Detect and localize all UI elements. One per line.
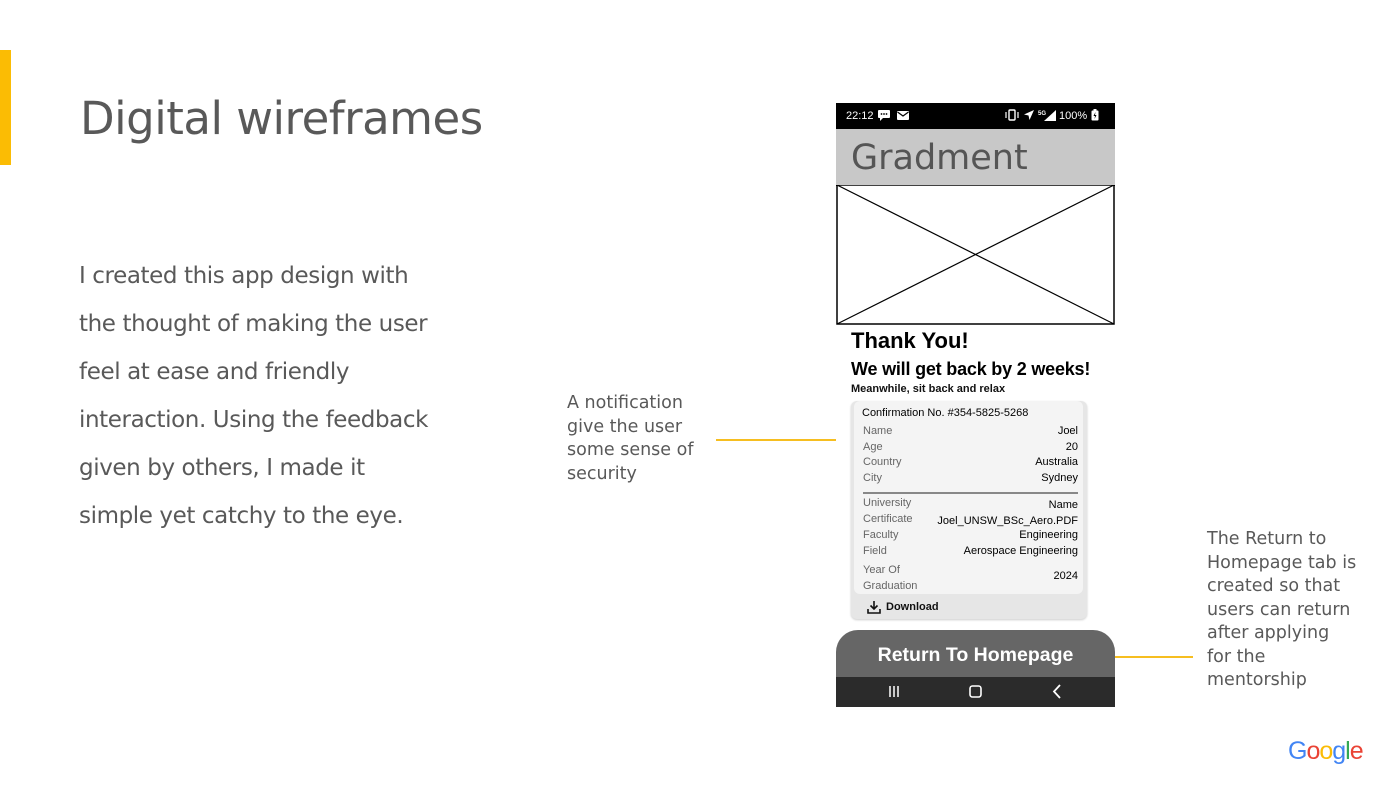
card-divider bbox=[863, 492, 1078, 494]
detail-label: Year Of Graduation bbox=[863, 564, 918, 592]
download-label: Download bbox=[886, 601, 939, 613]
logo-letter: o bbox=[1306, 737, 1320, 765]
detail-row-city bbox=[863, 472, 1078, 488]
detail-label: Age bbox=[863, 441, 883, 453]
certificate-file-link[interactable]: Joel_UNSW_BSc_Aero.PDF bbox=[937, 515, 1078, 527]
detail-label: Field bbox=[863, 545, 887, 557]
confirmation-number: Confirmation No. #354-5825-5268 bbox=[862, 407, 1029, 419]
status-time: 22:12 bbox=[846, 110, 874, 122]
logo-letter: g bbox=[1332, 737, 1346, 765]
confirmation-details bbox=[854, 401, 1083, 594]
accent-bar bbox=[0, 50, 11, 165]
return-to-homepage-button[interactable] bbox=[836, 630, 1115, 680]
detail-row-certificate bbox=[863, 513, 1078, 529]
android-nav-bar bbox=[836, 677, 1115, 707]
thank-you-subtitle: We will get back by 2 weeks! bbox=[851, 359, 1091, 379]
detail-label: Name bbox=[863, 425, 893, 437]
thank-you-note: Meanwhile, sit back and relax bbox=[851, 383, 1006, 395]
detail-value: Joel bbox=[1057, 425, 1078, 437]
phone-wireframe bbox=[836, 103, 1115, 707]
detail-value: 2024 bbox=[1053, 570, 1078, 582]
battery-icon bbox=[1091, 109, 1099, 121]
return-tab-annotation: The Return to Homepage tab is created so that users can return after applying for the mentorship bbox=[1207, 529, 1357, 690]
detail-label: Certificate bbox=[863, 513, 913, 525]
return-button-label: Return To Homepage bbox=[877, 644, 1074, 666]
app-name: Gradment bbox=[851, 138, 1028, 178]
vibrate-icon bbox=[1004, 109, 1020, 121]
detail-label: University bbox=[863, 497, 912, 509]
logo-letter: l bbox=[1345, 737, 1350, 765]
svg-text:5G: 5G bbox=[1038, 111, 1047, 117]
slide-body-text: I created this app design with the thought of making the user feel at ease and friendly interaction. Using the feedback given by others, I made it simple yet catchy to the eye. bbox=[79, 263, 429, 529]
detail-row-country bbox=[863, 456, 1078, 472]
5g-signal-icon bbox=[1038, 109, 1056, 121]
status-bar bbox=[836, 103, 1115, 129]
detail-value: Sydney bbox=[1041, 472, 1078, 484]
message-icon bbox=[877, 109, 891, 121]
logo-letter: o bbox=[1319, 737, 1333, 765]
detail-row-name bbox=[863, 425, 1078, 441]
recent-apps-icon[interactable] bbox=[874, 677, 914, 707]
detail-row-age bbox=[863, 441, 1078, 457]
image-placeholder-icon bbox=[836, 185, 1115, 325]
detail-value: Aerospace Engineering bbox=[963, 545, 1078, 557]
detail-row-university bbox=[863, 497, 1078, 513]
confirmation-card bbox=[851, 401, 1087, 619]
slide-title: Digital wireframes bbox=[80, 92, 483, 145]
detail-label: Faculty bbox=[863, 529, 899, 541]
detail-value: Australia bbox=[1035, 456, 1078, 468]
location-icon bbox=[1023, 109, 1035, 121]
detail-value: 20 bbox=[1065, 441, 1078, 453]
detail-value: Name bbox=[1048, 499, 1078, 511]
detail-label: City bbox=[863, 472, 882, 484]
back-icon[interactable] bbox=[1037, 677, 1077, 707]
detail-row-graduation-year bbox=[863, 562, 1078, 592]
detail-row-faculty bbox=[863, 529, 1078, 545]
battery-percent: 100% bbox=[1059, 110, 1088, 122]
thank-you-title: Thank You! bbox=[851, 328, 969, 353]
home-icon[interactable] bbox=[956, 677, 996, 707]
notification-annotation: A notification give the user some sense of security bbox=[567, 393, 694, 484]
detail-label: Country bbox=[863, 456, 902, 468]
mail-icon bbox=[896, 109, 910, 121]
detail-row-field bbox=[863, 545, 1078, 561]
google-logo bbox=[1288, 737, 1363, 766]
app-header bbox=[836, 129, 1115, 186]
detail-value: Engineering bbox=[1019, 529, 1078, 541]
logo-letter: G bbox=[1288, 737, 1307, 765]
download-icon bbox=[867, 600, 881, 614]
logo-letter: e bbox=[1349, 737, 1363, 765]
